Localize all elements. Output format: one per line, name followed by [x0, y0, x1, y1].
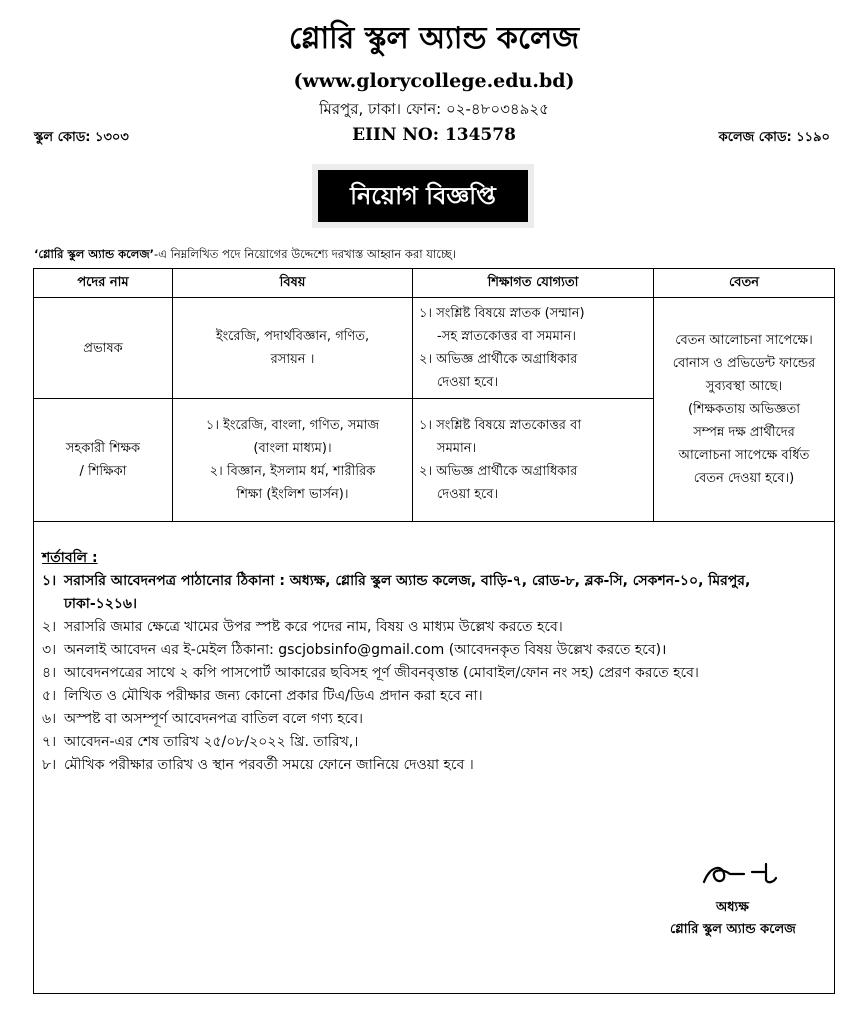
- post-line: সহকারী শিক্ষক: [65, 441, 141, 456]
- qualification-line: ২। অভিজ্ঞ প্রার্থীকে অগ্রাধিকার: [419, 464, 578, 479]
- institution-title: গ্লোরি স্কুল অ্যান্ড কলেজ: [288, 21, 580, 56]
- subject-line: ১। ইংরেজি, বাংলা, গণিত, সমাজ: [205, 418, 380, 433]
- signatory-title: অধ্যক্ষ: [716, 900, 749, 915]
- terms-title: শর্তাবলি :: [42, 550, 98, 566]
- vacancy-table: [33, 268, 835, 522]
- term-text: অস্পষ্ট বা অসম্পূর্ণ আবেদনপত্র বাতিল বলে গণ্য হবে।: [64, 711, 364, 727]
- header-subject: বিষয়: [173, 269, 413, 298]
- term-text: আবেদন-এর শেষ তারিখ ২৫/০৮/২০২২ খ্রি. তারিখ,।: [64, 734, 359, 750]
- term-number: ৩।: [42, 642, 57, 658]
- qualification-line: ১। সংশ্লিষ্ট বিষয়ে স্নাতক (সম্মান): [419, 306, 585, 321]
- term-number: ১।: [42, 573, 57, 589]
- qualification-line: ২। অভিজ্ঞ প্রার্থীকে অগ্রাধিকার: [419, 352, 578, 367]
- salary-line: সম্পন্ন দক্ষ প্রার্থীদের: [693, 425, 795, 440]
- term-number: ৪।: [42, 665, 57, 681]
- term-text: আবেদনপত্রের সাথে ২ কপি পাসপোর্ট আকারের ছবিসহ পূর্ণ জীবনবৃত্তান্ত (মোবাইল/ফোন নং সহ) প্রেরণ করতে হবে।: [64, 665, 699, 681]
- qualification-line: -সহ স্নাতকোত্তর বা সমমান।: [437, 329, 577, 344]
- header-qualification: শিক্ষাগত যোগ্যতা: [413, 269, 654, 298]
- terms-list: [42, 570, 822, 777]
- principal-signature: [700, 856, 790, 890]
- list-item: [42, 570, 822, 616]
- header-post: পদের নাম: [34, 269, 173, 298]
- subjects-lecturer: [173, 298, 413, 399]
- qualification-line: দেওয়া হবে।: [437, 487, 499, 502]
- list-item: [42, 708, 822, 731]
- table-header-row: [34, 269, 835, 298]
- post-assistant-teacher: [34, 399, 173, 522]
- list-item: [42, 662, 822, 685]
- list-item: [42, 685, 822, 708]
- term-number: ৭।: [42, 734, 57, 750]
- intro-text: [34, 246, 456, 265]
- post-lecturer: প্রভাষক: [34, 298, 173, 399]
- salary-line: বেতন আলোচনা সাপেক্ষে।: [675, 333, 813, 348]
- list-item: [42, 616, 822, 639]
- post-line: / শিক্ষিকা: [79, 464, 127, 479]
- list-item: [42, 639, 822, 662]
- term-text: সরাসরি জমার ক্ষেত্রে খামের উপর স্পষ্ট করে পদের নাম, বিষয় ও মাধ্যম উল্লেখ করতে হবে।: [64, 619, 563, 635]
- qualification-line: সমমান।: [437, 441, 477, 456]
- term-text: লিখিত ও মৌখিক পরীক্ষার জন্য কোনো প্রকার টিএ/ডিএ প্রদান করা হবে না।: [64, 688, 483, 704]
- term-number: ৮।: [42, 757, 57, 773]
- salary-line: সুব্যবস্থা আছে।: [705, 379, 783, 394]
- term-number: ৬।: [42, 711, 57, 727]
- salary-line: আলোচনা সাপেক্ষে বর্ধিত: [678, 448, 810, 463]
- table-row: [34, 298, 835, 399]
- college-code: কলেজ কোড: ১১৯০: [718, 130, 830, 145]
- school-code: স্কুল কোড: ১৩০৩: [34, 130, 129, 145]
- list-item: [42, 731, 822, 754]
- qualification-line: ১। সংশ্লিষ্ট বিষয়ে স্নাতকোত্তর বা: [419, 418, 582, 433]
- subject-line: ইংরেজি, পদার্থবিজ্ঞান, গণিত,: [215, 329, 370, 344]
- salary-line: বোনাস ও প্রভিডেন্ট ফান্ডের: [672, 356, 816, 371]
- term-text: অনলাই আবেদন এর ই-মেইল ঠিকানা: gscjobsinfo@gmail.com (আবেদনকৃত বিষয় উল্লেখ করতে হবে)।: [64, 642, 667, 658]
- salary-line: (শিক্ষকতায় অভিজ্ঞতা: [687, 402, 801, 417]
- notice-title: নিয়োগ বিজ্ঞপ্তি: [318, 170, 528, 222]
- address-phone: মিরপুর, ঢাকা। ফোন: ০২-৪৮০৩৪৯২৫: [319, 100, 549, 118]
- salary-cell: [654, 298, 835, 522]
- intro-sentence: -এ নিম্নলিখিত পদে নিয়োগের উদ্দেশ্যে দরখাস্ত আহ্বান করা যাচ্ছে।: [154, 247, 456, 261]
- intro-org: ‘গ্লোরি স্কুল অ্যান্ড কলেজ’: [34, 247, 155, 261]
- term-number: ৫।: [42, 688, 57, 704]
- term-number: ২।: [42, 619, 57, 635]
- signatory-organization: গ্লোরি স্কুল অ্যান্ড কলেজ: [670, 922, 796, 937]
- website-url: (www.glorycollege.edu.bd): [293, 70, 575, 92]
- salary-line: বেতন দেওয়া হবে।): [693, 471, 795, 486]
- subject-line: রসায়ন ।: [270, 352, 315, 367]
- list-item: [42, 754, 822, 777]
- subjects-assistant-teacher: [173, 399, 413, 522]
- subject-line: (বাংলা মাধ্যম)।: [253, 441, 332, 456]
- subject-line: শিক্ষা (ইংলিশ ভার্সন)।: [236, 487, 349, 502]
- term-text: মৌখিক পরীক্ষার তারিখ ও স্থান পরবর্তী সময়ে ফোনে জানিয়ে দেওয়া হবে ।: [64, 757, 474, 773]
- qualification-assistant-teacher: [413, 399, 654, 522]
- eiin-number: EIIN NO: 134578: [352, 125, 516, 145]
- header-salary: বেতন: [654, 269, 835, 298]
- qualification-lecturer: [413, 298, 654, 399]
- subject-line: ২। বিজ্ঞান, ইসলাম ধর্ম, শারীরিক: [209, 464, 376, 479]
- qualification-line: দেওয়া হবে।: [437, 375, 499, 390]
- term-text: সরাসরি আবেদনপত্র পাঠানোর ঠিকানা : অধ্যক্ষ, গ্লোরি স্কুল অ্যান্ড কলেজ, বাড়ি-৭, রোড-৮, ব্লক-সি, সেকশন-১০, মিরপুর, ঢাকা-১২১৬।: [64, 573, 751, 612]
